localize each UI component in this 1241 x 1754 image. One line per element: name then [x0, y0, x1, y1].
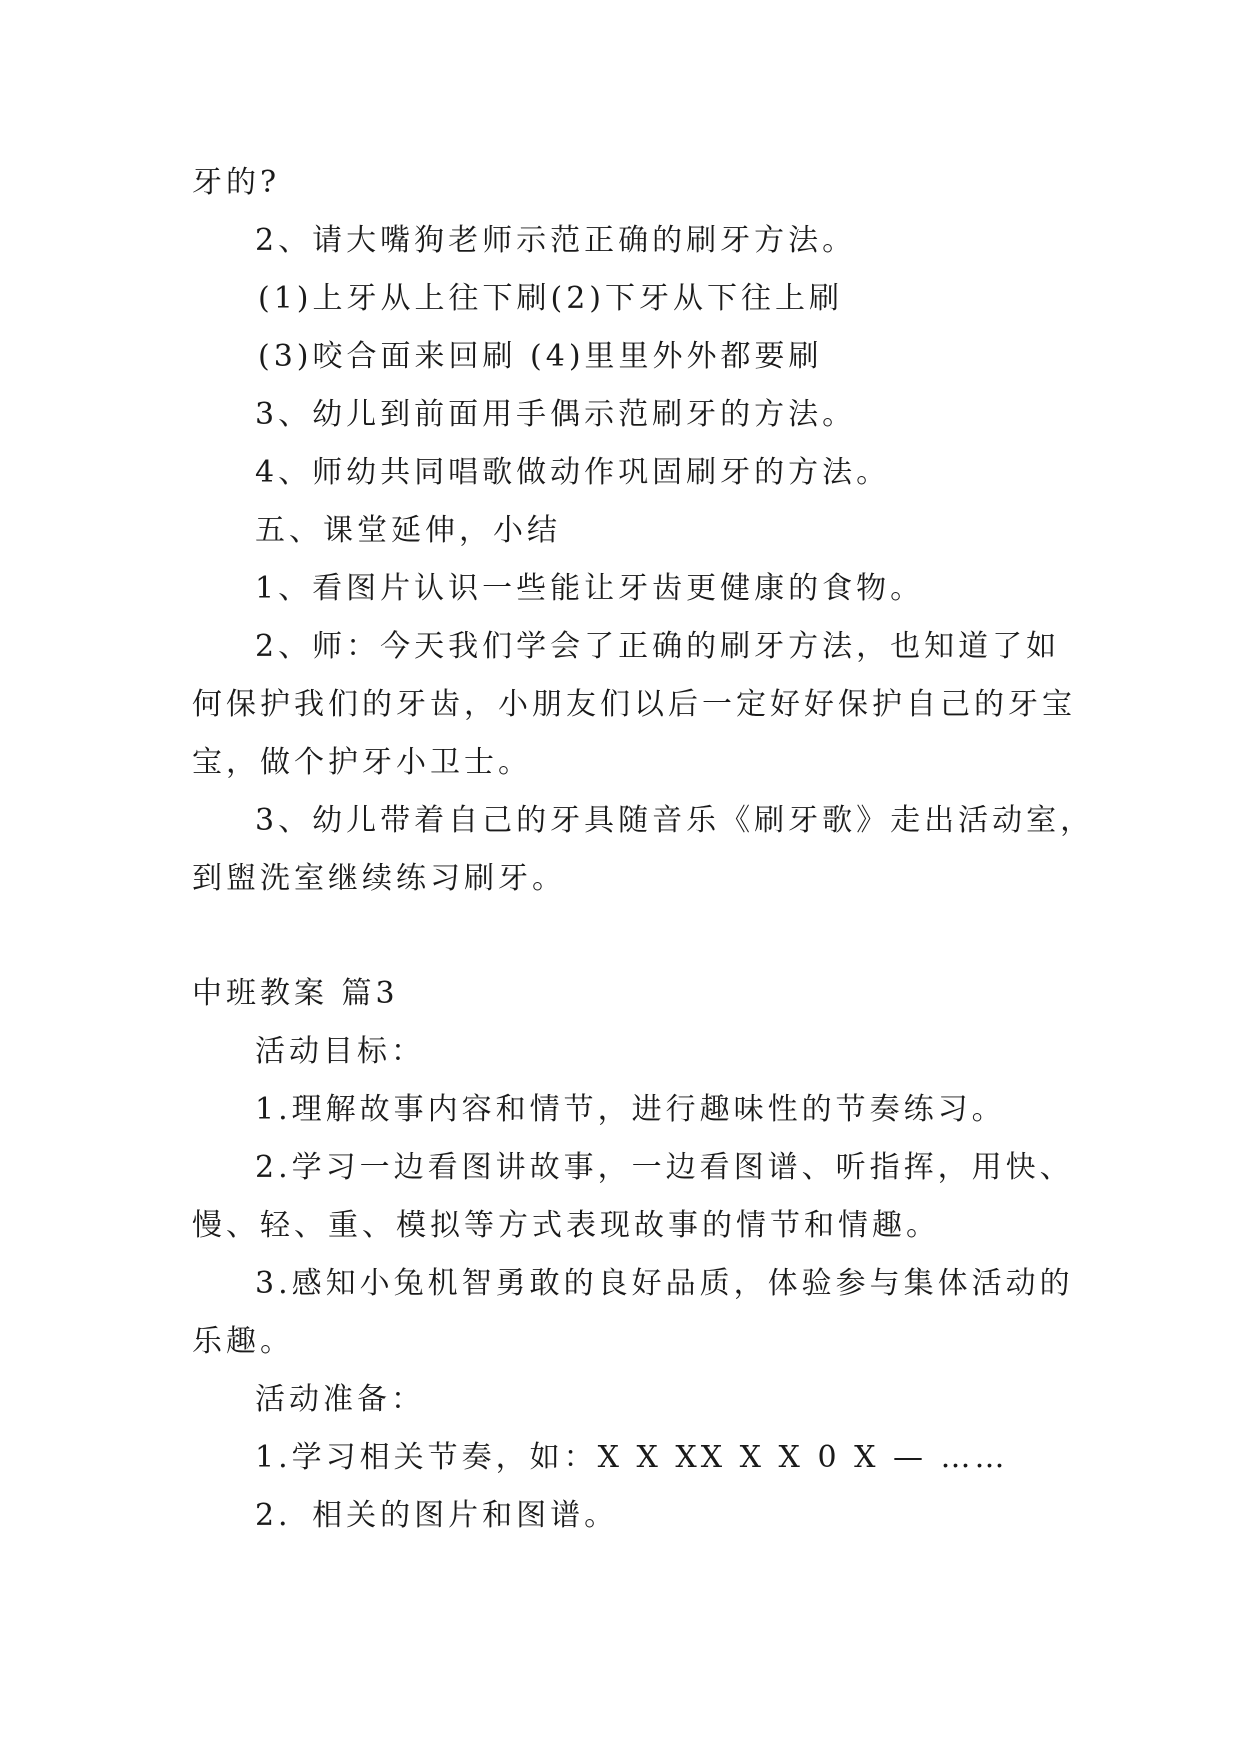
prep-2: 2．相关的图片和图谱。 — [255, 1498, 619, 1533]
step-2: 2、请大嘴狗老师示范正确的刷牙方法。 — [255, 223, 857, 258]
step-3: 3、幼儿到前面用手偶示范刷牙的方法。 — [255, 397, 857, 432]
prep-1: 1.学习相关节奏，如：X X XX X X 0 X — …… — [255, 1440, 1009, 1475]
extension-2-line-3: 宝，做个护牙小卫士。 — [192, 745, 532, 780]
continuation-line: 牙的? — [192, 165, 281, 200]
step-4: 4、师幼共同唱歌做动作巩固刷牙的方法。 — [255, 455, 891, 490]
goal-2-line-2: 慢、轻、重、模拟等方式表现故事的情节和情趣。 — [192, 1208, 940, 1243]
goal-1: 1.理解故事内容和情节，进行趣味性的节奏练习。 — [255, 1092, 1006, 1127]
extension-2-line-1: 2、师：今天我们学会了正确的刷牙方法，也知道了如 — [255, 629, 1061, 664]
goal-3-line-1: 3.感知小兔机智勇敢的良好品质，体验参与集体活动的 — [255, 1266, 1074, 1301]
section-title: 中班教案 篇3 — [192, 976, 399, 1011]
extension-2-line-2: 何保护我们的牙齿，小朋友们以后一定好好保护自己的牙宝 — [192, 687, 1076, 722]
section-heading-5: 五、课堂延伸，小结 — [255, 513, 561, 548]
goals-heading: 活动目标： — [255, 1034, 425, 1069]
goal-2-line-1: 2.学习一边看图讲故事，一边看图谱、听指挥，用快、 — [255, 1150, 1074, 1185]
extension-1: 1、看图片认识一些能让牙齿更健康的食物。 — [255, 571, 925, 606]
extension-3-line-2: 到盥洗室继续练习刷牙。 — [192, 861, 566, 896]
method-1-2: (1)上牙从上往下刷(2)下牙从下往上刷 — [258, 281, 843, 316]
goal-3-line-2: 乐趣。 — [192, 1324, 294, 1359]
method-3-4: (3)咬合面来回刷 (4)里里外外都要刷 — [258, 339, 823, 374]
extension-3-line-1: 3、幼儿带着自己的牙具随音乐《刷牙歌》走出活动室， — [255, 803, 1095, 838]
prep-heading: 活动准备： — [255, 1382, 425, 1417]
